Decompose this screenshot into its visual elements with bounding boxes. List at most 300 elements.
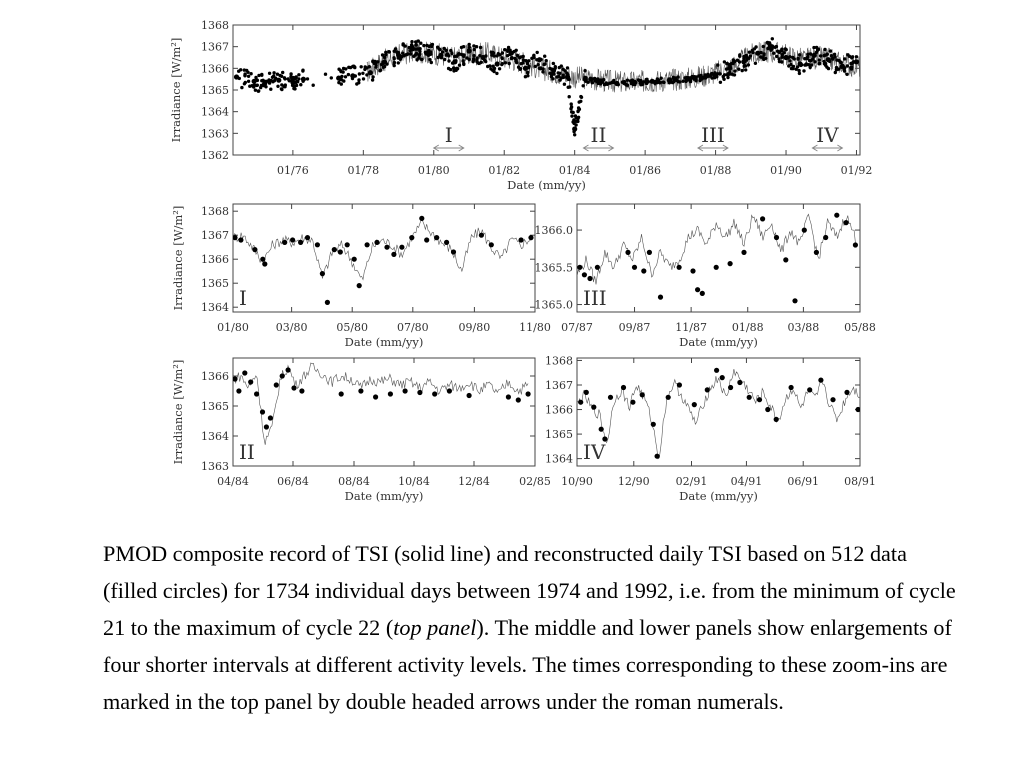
- tsi-point: [768, 44, 771, 47]
- tsi-point: [522, 55, 525, 58]
- tsi-point: [254, 76, 257, 79]
- tsi-point: [342, 67, 345, 70]
- tsi-point: [450, 52, 453, 55]
- tsi-point: [802, 69, 805, 72]
- tsi-point: [578, 100, 581, 103]
- tsi-point: [280, 373, 285, 378]
- tsi-point: [451, 61, 454, 64]
- tsi-point: [856, 407, 861, 412]
- tsi-point: [255, 84, 258, 87]
- tsi-point: [492, 69, 495, 72]
- tsi-point: [617, 83, 620, 86]
- tsi-point: [662, 81, 665, 84]
- tsi-point: [694, 78, 697, 81]
- tsi-point: [850, 67, 853, 70]
- tsi-point: [247, 80, 250, 83]
- tsi-point: [260, 409, 265, 414]
- y-tick-label: 1365: [545, 428, 573, 442]
- tsi-point: [576, 120, 579, 123]
- x-axis-label: Date (mm/yy): [507, 178, 586, 192]
- tsi-point: [468, 46, 471, 49]
- x-tick-label: 05/88: [844, 321, 876, 334]
- x-tick-label: 02/91: [675, 475, 708, 488]
- tsi-point: [306, 77, 309, 80]
- tsi-point: [256, 79, 259, 82]
- tsi-point: [473, 48, 476, 51]
- tsi-point: [684, 80, 687, 83]
- tsi-point: [417, 390, 422, 395]
- tsi-point: [625, 250, 630, 255]
- tsi-point: [715, 75, 718, 78]
- tsi-point: [388, 50, 391, 53]
- x-axis-label: Date (mm/yy): [344, 335, 424, 349]
- tsi-point: [626, 79, 629, 82]
- tsi-point: [747, 57, 750, 60]
- tsi-point: [466, 48, 471, 53]
- tsi-point: [728, 261, 733, 266]
- tsi-point: [276, 85, 279, 88]
- x-tick-label: 01/76: [277, 164, 309, 177]
- tsi-point: [843, 57, 846, 60]
- tsi-point: [508, 62, 511, 65]
- tsi-point: [823, 48, 826, 51]
- tsi-point: [264, 424, 269, 429]
- tsi-point: [775, 55, 778, 58]
- tsi-point: [462, 45, 465, 48]
- caption-part1: PMOD composite record of TSI (solid line) and reconstructed daily TSI based on 512 data (filled circles) for 1734 individual days between 1974 and 1992, i.e. from the minimum of cycle 21 to the maximum of cycle 22 (: [103, 541, 956, 640]
- y-tick-label: 1366.0: [534, 224, 573, 238]
- tsi-point: [449, 68, 452, 71]
- tsi-point: [524, 75, 527, 78]
- tsi-point: [704, 73, 707, 76]
- tsi-point: [574, 123, 577, 126]
- tsi-point: [569, 107, 572, 110]
- y-tick-label: 1366: [201, 253, 229, 267]
- tsi-point: [630, 400, 635, 405]
- tsi-point: [728, 64, 731, 67]
- tsi-point: [582, 84, 585, 87]
- tsi-point: [355, 82, 358, 85]
- tsi-point: [396, 52, 399, 55]
- tsi-point: [677, 265, 682, 270]
- tsi-point: [455, 69, 458, 72]
- y-tick-label: 1365: [201, 277, 229, 291]
- tsi-point: [538, 59, 541, 62]
- tsi-point: [811, 57, 814, 60]
- tsi-point: [432, 391, 437, 396]
- tsi-point: [378, 69, 381, 72]
- figure-caption: [103, 535, 963, 720]
- tsi-point: [563, 83, 566, 86]
- tsi-point: [347, 73, 350, 76]
- tsi-line: [233, 363, 528, 445]
- tsi-point: [833, 53, 836, 56]
- tsi-point: [762, 58, 765, 61]
- tsi-point: [535, 58, 538, 61]
- tsi-point: [374, 240, 379, 245]
- tsi-point: [373, 394, 378, 399]
- tsi-point: [414, 43, 417, 46]
- tsi-point: [771, 37, 774, 40]
- panel-label: II: [239, 440, 255, 464]
- tsi-point: [274, 77, 277, 80]
- tsi-point: [567, 78, 570, 81]
- tsi-point: [572, 130, 575, 133]
- x-tick-label: 01/78: [347, 164, 380, 177]
- tsi-point: [385, 62, 388, 65]
- tsi-point: [742, 57, 745, 60]
- plot-area: [232, 363, 530, 445]
- tsi-point: [263, 82, 266, 85]
- tsi-line: [577, 214, 855, 284]
- caption-part2: ). The middle and lower panels show enlargements of four shorter intervals at different activity levels. The times corresponding to these zoom-ins are marked in the top panel by double headed arrows under the roman numerals.: [103, 615, 952, 714]
- tsi-point: [403, 54, 406, 57]
- tsi-point: [324, 73, 327, 76]
- tsi-point: [358, 72, 361, 75]
- tsi-point: [558, 72, 561, 75]
- tsi-point: [568, 85, 571, 88]
- tsi-point: [365, 66, 368, 69]
- tsi-point: [795, 68, 798, 71]
- y-tick-label: 1363: [201, 127, 229, 141]
- tsi-point: [301, 80, 304, 83]
- tsi-point: [506, 394, 511, 399]
- tsi-point: [472, 44, 475, 47]
- tsi-point: [472, 59, 475, 62]
- tsi-point: [467, 393, 472, 398]
- tsi-point: [517, 66, 520, 69]
- tsi-point: [232, 235, 237, 240]
- x-tick-label: 07/87: [561, 321, 593, 334]
- tsi-point: [504, 61, 507, 64]
- y-tick-label: 1364: [545, 452, 573, 466]
- plot-area: [577, 213, 858, 304]
- tsi-point: [247, 75, 250, 78]
- x-tick-label: 08/84: [338, 475, 370, 488]
- tsi-point: [299, 83, 302, 86]
- caption-italic: top panel: [393, 615, 477, 640]
- tsi-point: [441, 50, 444, 53]
- tsi-point: [447, 388, 452, 393]
- tsi-point: [718, 72, 721, 75]
- tsi-point: [519, 237, 524, 242]
- tsi-point: [298, 240, 303, 245]
- plot-frame: [577, 204, 860, 312]
- tsi-point: [537, 63, 540, 66]
- tsi-point: [351, 77, 354, 80]
- tsi-point: [560, 64, 563, 67]
- tsi-point: [254, 89, 257, 92]
- tsi-point: [516, 54, 519, 57]
- tsi-point: [653, 80, 656, 83]
- tsi-point: [371, 75, 374, 78]
- tsi-point: [419, 216, 424, 221]
- y-axis-label: Irradiance [W/m²]: [171, 359, 185, 465]
- tsi-point: [434, 235, 439, 240]
- tsi-point: [754, 62, 757, 65]
- tsi-point: [757, 397, 762, 402]
- tsi-point: [268, 415, 273, 420]
- tsi-point: [495, 61, 500, 66]
- plot-frame: [233, 358, 535, 466]
- tsi-point: [479, 46, 482, 49]
- plot-area: [234, 37, 860, 136]
- tsi-point: [357, 283, 362, 288]
- tsi-point: [827, 67, 830, 70]
- tsi-point: [472, 54, 475, 57]
- tsi-point: [587, 276, 592, 281]
- tsi-point: [851, 55, 854, 58]
- tsi-point: [672, 76, 675, 79]
- x-tick-label: 10/84: [398, 475, 430, 488]
- tsi-point: [608, 395, 613, 400]
- y-tick-label: 1367: [545, 379, 573, 392]
- tsi-point: [818, 62, 821, 65]
- tsi-point: [676, 75, 679, 78]
- tsi-point: [720, 375, 725, 380]
- tsi-point: [338, 78, 341, 81]
- tsi-point: [566, 66, 569, 69]
- tsi-point: [802, 228, 807, 233]
- tsi-point: [297, 77, 300, 80]
- tsi-point: [410, 44, 413, 47]
- tsi-point: [339, 391, 344, 396]
- y-tick-label: 1366: [201, 370, 229, 383]
- tsi-point: [708, 74, 711, 77]
- tsi-point: [839, 60, 842, 63]
- tsi-point: [788, 59, 791, 62]
- x-tick-label: 01/90: [770, 164, 802, 177]
- tsi-point: [844, 220, 849, 225]
- tsi-point: [818, 378, 823, 383]
- tsi-point: [747, 63, 750, 66]
- tsi-point: [584, 76, 587, 79]
- tsi-point: [633, 83, 636, 86]
- tsi-point: [584, 390, 589, 395]
- tsi-point: [270, 79, 273, 82]
- tsi-point: [655, 454, 660, 459]
- tsi-point: [449, 49, 452, 52]
- x-tick-label: 01/84: [558, 164, 591, 177]
- chart-panel-top: [169, 19, 872, 192]
- tsi-point: [829, 49, 832, 52]
- tsi-point: [796, 57, 799, 60]
- tsi-point: [550, 75, 553, 78]
- tsi-point: [593, 77, 596, 80]
- tsi-point: [292, 87, 295, 90]
- tsi-point: [243, 82, 246, 85]
- tsi-point: [760, 216, 765, 221]
- tsi-point: [647, 80, 650, 83]
- tsi-point: [789, 63, 792, 66]
- tsi-point: [416, 47, 419, 50]
- tsi-point: [403, 44, 406, 47]
- tsi-point: [814, 250, 819, 255]
- tsi-point: [503, 48, 506, 51]
- tsi-point: [462, 63, 465, 66]
- tsi-point: [621, 81, 624, 84]
- tsi-point: [541, 70, 544, 73]
- tsi-point: [575, 116, 578, 119]
- y-tick-label: 1363: [201, 460, 229, 473]
- tsi-point: [397, 61, 400, 64]
- tsi-point: [728, 385, 733, 390]
- tsi-point: [428, 58, 431, 61]
- tsi-point: [738, 60, 741, 63]
- tsi-point: [737, 380, 742, 385]
- tsi-point: [451, 249, 456, 254]
- x-tick-label: 11/80: [519, 321, 551, 334]
- tsi-point: [759, 55, 762, 58]
- tsi-point: [414, 53, 417, 56]
- tsi-point: [792, 298, 797, 303]
- tsi-point: [826, 53, 829, 56]
- tsi-point: [552, 62, 555, 65]
- tsi-point: [248, 379, 253, 384]
- tsi-point: [393, 50, 396, 53]
- tsi-point: [828, 60, 831, 63]
- tsi-point: [428, 51, 431, 54]
- tsi-point: [254, 391, 259, 396]
- tsi-point: [798, 53, 801, 56]
- tsi-point: [692, 402, 697, 407]
- tsi-point: [478, 54, 481, 57]
- x-tick-label: 08/91: [844, 475, 876, 488]
- tsi-point: [374, 62, 377, 65]
- tsi-point: [339, 70, 342, 73]
- tsi-point: [835, 58, 838, 61]
- x-tick-label: 01/92: [840, 164, 873, 177]
- tsi-point: [816, 48, 819, 51]
- tsi-point: [526, 62, 529, 65]
- x-tick-label: 01/88: [731, 321, 764, 334]
- y-tick-label: 1367: [201, 229, 229, 243]
- tsi-point: [587, 81, 590, 84]
- tsi-point: [560, 76, 563, 79]
- tsi-point: [570, 110, 573, 113]
- tsi-point: [295, 84, 298, 87]
- tsi-point: [823, 60, 826, 63]
- panel-label: IV: [583, 440, 606, 464]
- tsi-point: [552, 72, 555, 75]
- tsi-point: [340, 82, 343, 85]
- tsi-point: [806, 55, 809, 58]
- tsi-point: [290, 237, 295, 242]
- y-tick-label: 1365.0: [534, 298, 573, 312]
- tsi-point: [332, 247, 337, 252]
- panel-label: III: [583, 286, 607, 310]
- tsi-point: [677, 382, 682, 387]
- tsi-point: [528, 235, 533, 240]
- tsi-point: [562, 74, 565, 77]
- tsi-point: [344, 75, 347, 78]
- x-tick-label: 06/84: [277, 475, 309, 488]
- plot-frame: [577, 358, 860, 466]
- x-tick-label: 04/84: [217, 475, 249, 488]
- tsi-point: [602, 78, 605, 81]
- tsi-point: [330, 76, 333, 79]
- tsi-point: [738, 53, 741, 56]
- interval-label: III: [701, 123, 725, 147]
- tsi-point: [831, 57, 834, 60]
- tsi-point: [743, 64, 746, 67]
- tsi-point: [240, 86, 243, 89]
- tsi-point: [368, 71, 371, 74]
- tsi-point: [443, 47, 446, 50]
- tsi-point: [799, 64, 802, 67]
- tsi-point: [458, 63, 461, 66]
- tsi-point: [807, 63, 810, 66]
- tsi-point: [578, 400, 583, 405]
- tsi-point: [658, 295, 663, 300]
- plot-area: [577, 368, 861, 459]
- tsi-point: [605, 82, 608, 85]
- tsi-point: [238, 237, 243, 242]
- tsi-point: [733, 60, 736, 63]
- tsi-point: [641, 268, 646, 273]
- tsi-point: [550, 67, 553, 70]
- tsi-point: [591, 405, 596, 410]
- tsi-point: [834, 213, 839, 218]
- tsi-point: [514, 59, 517, 62]
- tsi-point: [419, 42, 422, 45]
- tsi-point: [590, 78, 593, 81]
- x-tick-label: 11/87: [675, 321, 707, 334]
- tsi-point: [468, 58, 471, 61]
- tsi-point: [579, 95, 582, 98]
- tsi-point: [741, 250, 746, 255]
- tsi-point: [286, 367, 291, 372]
- tsi-point: [236, 388, 241, 393]
- tsi-point: [294, 81, 297, 84]
- tsi-point: [447, 59, 450, 62]
- tsi-point: [252, 247, 257, 252]
- tsi-point: [765, 407, 770, 412]
- y-tick-label: 1366: [201, 62, 229, 76]
- tsi-point: [719, 81, 722, 84]
- tsi-point: [698, 79, 701, 82]
- plot-area: [232, 216, 533, 305]
- tsi-point: [352, 257, 357, 262]
- tsi-point: [293, 77, 296, 80]
- tsi-point: [501, 51, 504, 54]
- tsi-point: [524, 59, 527, 62]
- tsi-point: [383, 56, 386, 59]
- tsi-point: [491, 51, 494, 54]
- tsi-point: [849, 62, 852, 65]
- tsi-point: [409, 235, 414, 240]
- tsi-point: [773, 46, 776, 49]
- tsi-point: [260, 84, 263, 87]
- tsi-point: [722, 78, 725, 81]
- plot-frame: [233, 204, 535, 312]
- tsi-point: [301, 69, 304, 72]
- tsi-point: [418, 52, 421, 55]
- y-tick-label: 1364: [201, 301, 229, 315]
- tsi-point: [555, 75, 558, 78]
- tsi-point: [737, 68, 740, 71]
- tsi-point: [536, 51, 539, 54]
- tsi-point: [444, 240, 449, 245]
- tsi-point: [437, 56, 440, 59]
- tsi-point: [424, 51, 427, 54]
- tsi-point: [249, 72, 252, 75]
- x-tick-label: 02/85: [519, 475, 551, 488]
- tsi-point: [274, 382, 279, 387]
- tsi-point: [705, 387, 710, 392]
- tsi-point: [403, 388, 408, 393]
- tsi-point: [399, 245, 404, 250]
